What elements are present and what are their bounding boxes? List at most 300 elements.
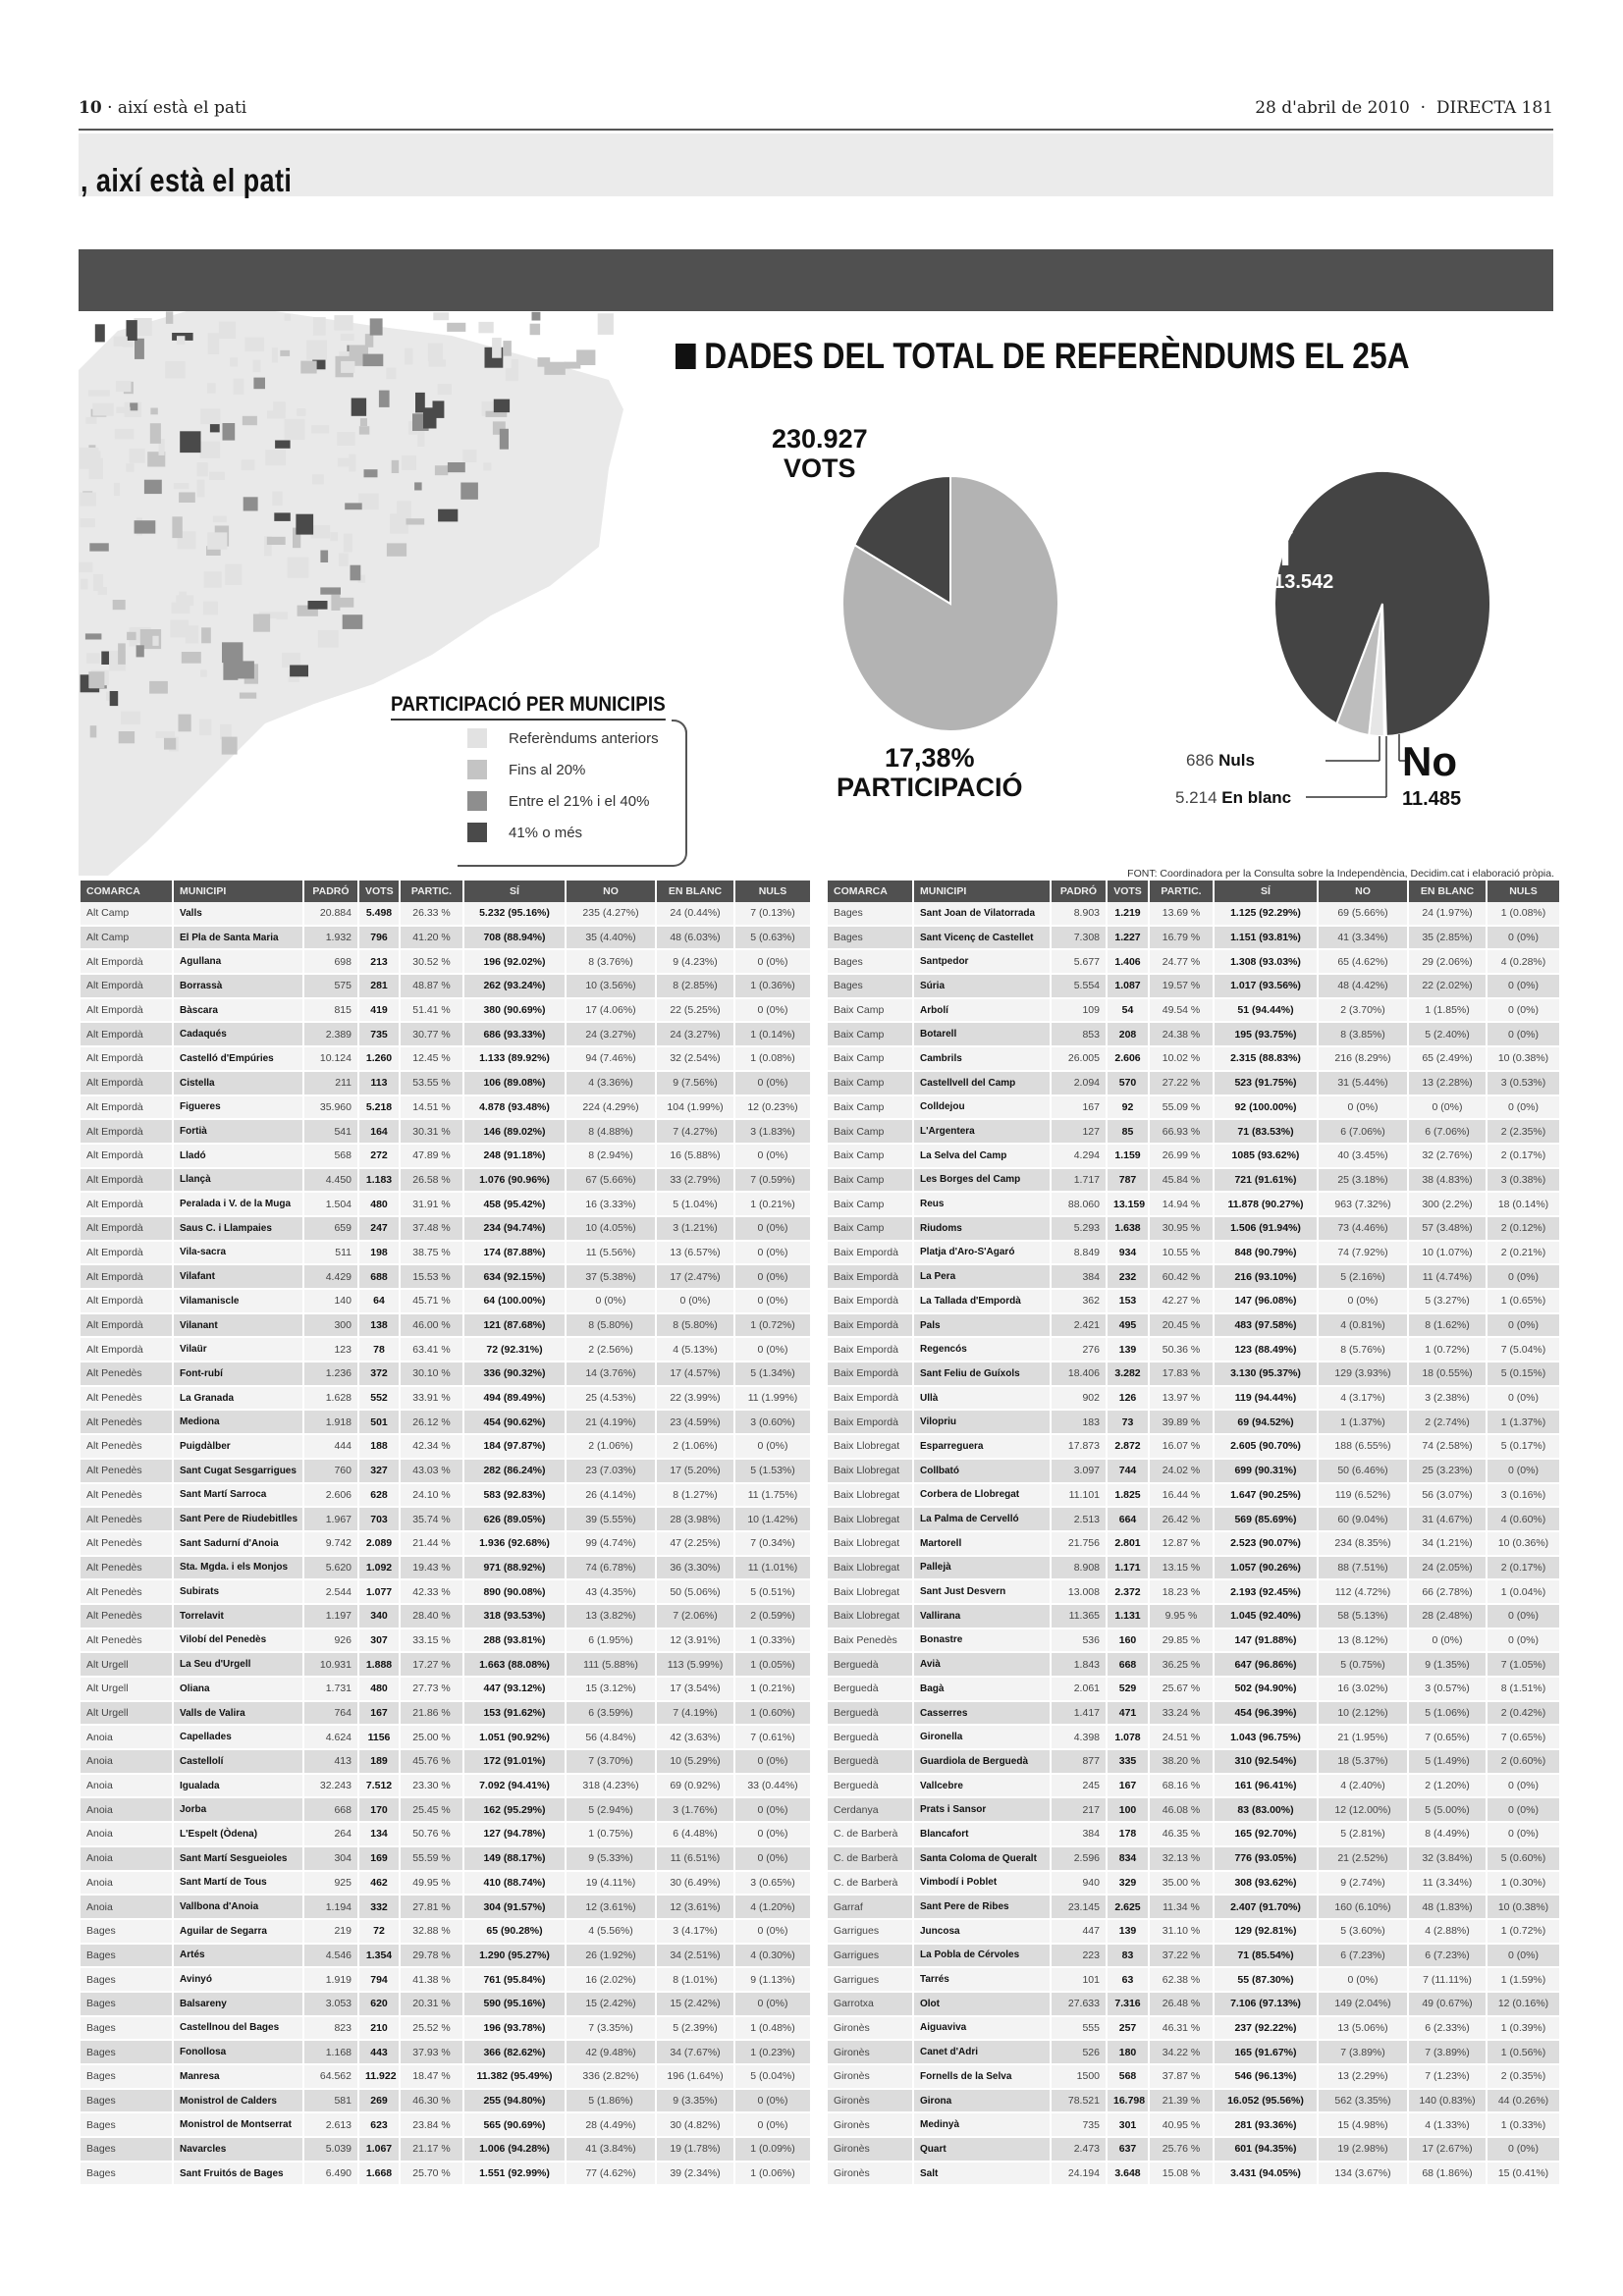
cell-partic: 27.81 % xyxy=(401,1896,464,1920)
cell-vots: 628 xyxy=(359,1484,401,1509)
cell-en-blanc: 28 (2.48%) xyxy=(1409,1605,1488,1629)
cell-en-blanc: 8 (1.27%) xyxy=(657,1484,735,1509)
cell-vots: 11.922 xyxy=(359,2065,401,2090)
cell-nuls: 2 (0.60%) xyxy=(1488,1750,1561,1775)
cell-partic: 21.86 % xyxy=(401,1702,464,1727)
cell-vots: 1.078 xyxy=(1108,1726,1150,1750)
municipality-shape xyxy=(197,462,208,476)
cell-municipi: Quart xyxy=(914,2138,1052,2163)
cell-si: 1.006 (94.28%) xyxy=(464,2138,567,2163)
cell-padro: 27.633 xyxy=(1052,1993,1108,2017)
cell-nuls: 5 (0.04%) xyxy=(735,2065,812,2090)
cell-en-blanc: 7 (3.89%) xyxy=(1409,2041,1488,2065)
cell-no: 18 (5.37%) xyxy=(1319,1750,1409,1775)
cell-municipi: Bonastre xyxy=(914,1629,1052,1654)
cell-en-blanc: 15 (2.42%) xyxy=(657,1993,735,2017)
cell-si: 583 (92.83%) xyxy=(464,1484,567,1509)
cell-en-blanc: 33 (2.79%) xyxy=(657,1169,735,1194)
municipality-shape xyxy=(280,350,290,356)
cell-municipi: Sant Martí de Tous xyxy=(174,1872,304,1896)
cell-nuls: 1 (0.05%) xyxy=(735,1653,812,1678)
cell-si: 721 (91.61%) xyxy=(1215,1169,1319,1194)
municipality-shape xyxy=(338,598,353,608)
cell-en-blanc: 104 (1.99%) xyxy=(657,1096,735,1121)
cell-padro: 902 xyxy=(1052,1387,1108,1412)
municipality-shape xyxy=(272,492,282,506)
cell-comarca: Alt Penedès xyxy=(81,1387,174,1412)
municipality-shape xyxy=(478,322,493,333)
cell-no: 2 (2.56%) xyxy=(567,1338,657,1362)
section-title: , així està el pati xyxy=(81,162,293,198)
cell-en-blanc: 6 (7.23%) xyxy=(1409,1945,1488,1969)
municipality-shape xyxy=(544,362,565,375)
cell-vots: 167 xyxy=(1108,1775,1150,1799)
cell-comarca: Garraf xyxy=(828,1896,914,1920)
cell-comarca: Bages xyxy=(81,2138,174,2163)
municipality-shape xyxy=(423,407,437,428)
cell-no: 149 (2.04%) xyxy=(1319,1993,1409,2017)
cell-si: 7.092 (94.41%) xyxy=(464,1775,567,1799)
cell-nuls: 7 (0.59%) xyxy=(735,1169,812,1194)
table-row xyxy=(828,1580,1561,1605)
cell-partic: 43.03 % xyxy=(401,1460,464,1484)
cell-padro: 1.504 xyxy=(304,1193,359,1217)
cell-partic: 25.67 % xyxy=(1150,1678,1215,1702)
table-row xyxy=(81,2113,812,2138)
municipality-shape xyxy=(177,336,185,345)
table-row xyxy=(828,1387,1561,1412)
cell-municipi: Vallbona d'Anoia xyxy=(174,1896,304,1920)
legend-swatch xyxy=(467,791,487,811)
cell-partic: 41.20 % xyxy=(401,927,464,951)
cell-partic: 53.55 % xyxy=(401,1072,464,1096)
cell-padro: 2.421 xyxy=(1052,1314,1108,1339)
cell-partic: 46.31 % xyxy=(1150,2017,1215,2042)
cell-comarca: C. de Barberà xyxy=(828,1872,914,1896)
municipality-shape xyxy=(164,738,176,750)
municipality-shape xyxy=(433,312,449,320)
column-header-si: SÍ xyxy=(464,881,567,902)
cell-comarca: Alt Empordà xyxy=(81,950,174,975)
cell-partic: 32.88 % xyxy=(401,1920,464,1945)
cell-vots: 462 xyxy=(359,1872,401,1896)
cell-vots: 1.087 xyxy=(1108,975,1150,999)
table-row xyxy=(81,1605,812,1629)
cell-nuls: 5 (1.34%) xyxy=(735,1362,812,1387)
cell-partic: 46.00 % xyxy=(401,1314,464,1339)
cell-vots: 73 xyxy=(1108,1411,1150,1435)
cell-nuls: 0 (0%) xyxy=(735,2113,812,2138)
cell-comarca: Alt Camp xyxy=(81,902,174,927)
cell-vots: 2.801 xyxy=(1108,1532,1150,1557)
cell-nuls: 1 (0.39%) xyxy=(1488,2017,1561,2042)
municipality-shape xyxy=(152,636,158,646)
cell-vots: 113 xyxy=(359,1072,401,1096)
participation-value: 17,38% xyxy=(884,743,975,773)
cell-nuls: 0 (0%) xyxy=(1488,1629,1561,1654)
cell-municipi: Gironella xyxy=(914,1726,1052,1750)
cell-padro: 1.717 xyxy=(1052,1169,1108,1194)
cell-si: 55 (87.30%) xyxy=(1215,1968,1319,1993)
cell-comarca: Bages xyxy=(828,950,914,975)
cell-vots: 164 xyxy=(359,1120,401,1145)
cell-nuls: 0 (0%) xyxy=(1488,1605,1561,1629)
municipality-shape xyxy=(343,614,363,629)
cell-municipi: Sant Pere de Riudebitlles xyxy=(174,1508,304,1532)
municipality-shape xyxy=(116,407,130,413)
cell-nuls: 0 (0%) xyxy=(1488,2138,1561,2163)
table-row xyxy=(828,1920,1561,1945)
municipality-shape xyxy=(392,460,400,473)
cell-si: 1.125 (92.29%) xyxy=(1215,902,1319,927)
cell-vots: 198 xyxy=(359,1242,401,1266)
cell-padro: 10.931 xyxy=(304,1653,359,1678)
cell-no: 77 (4.62%) xyxy=(567,2163,657,2187)
cell-municipi: Canet d'Adri xyxy=(914,2041,1052,2065)
cell-no: 13 (3.82%) xyxy=(567,1605,657,1629)
cell-partic: 33.15 % xyxy=(401,1629,464,1654)
cell-nuls: 4 (0.60%) xyxy=(1488,1508,1561,1532)
cell-no: 58 (5.13%) xyxy=(1319,1605,1409,1629)
cell-partic: 21.44 % xyxy=(401,1532,464,1557)
cell-nuls: 0 (0%) xyxy=(1488,1823,1561,1847)
cell-nuls: 33 (0.44%) xyxy=(735,1775,812,1799)
cell-nuls: 5 (0.15%) xyxy=(1488,1362,1561,1387)
cell-si: 248 (91.18%) xyxy=(464,1145,567,1169)
cell-en-blanc: 3 (4.17%) xyxy=(657,1920,735,1945)
cell-si: 165 (91.67%) xyxy=(1215,2041,1319,2065)
cell-nuls: 1 (1.37%) xyxy=(1488,1411,1561,1435)
cell-si: 1085 (93.62%) xyxy=(1215,1145,1319,1169)
cell-municipi: Olot xyxy=(914,1993,1052,2017)
cell-municipi: Castellolí xyxy=(174,1750,304,1775)
cell-municipi: Santpedor xyxy=(914,950,1052,975)
cell-si: 318 (93.53%) xyxy=(464,1605,567,1629)
cell-no: 41 (3.84%) xyxy=(567,2138,657,2163)
cell-si: 1.151 (93.81%) xyxy=(1215,927,1319,951)
cell-en-blanc: 3 (0.57%) xyxy=(1409,1678,1488,1702)
cell-municipi: L'Argentera xyxy=(914,1120,1052,1145)
cell-padro: 1.197 xyxy=(304,1605,359,1629)
municipality-shape xyxy=(274,512,291,521)
municipality-shape xyxy=(130,402,137,410)
municipality-shape xyxy=(500,429,509,450)
cell-comarca: Baix Camp xyxy=(828,1193,914,1217)
cell-en-blanc: 34 (2.51%) xyxy=(657,1945,735,1969)
cell-en-blanc: 12 (3.61%) xyxy=(657,1896,735,1920)
cell-en-blanc: 5 (3.27%) xyxy=(1409,1290,1488,1314)
cell-vots: 623 xyxy=(359,2113,401,2138)
cell-si: 410 (88.74%) xyxy=(464,1872,567,1896)
cell-partic: 17.27 % xyxy=(401,1653,464,1678)
municipality-shape xyxy=(265,450,286,465)
table-row xyxy=(81,1072,812,1096)
cell-vots: 272 xyxy=(359,1145,401,1169)
cell-no: 6 (1.95%) xyxy=(567,1629,657,1654)
cell-municipi: Vimbodí i Poblet xyxy=(914,1872,1052,1896)
cell-nuls: 7 (0.61%) xyxy=(735,1726,812,1750)
cell-padro: 2.606 xyxy=(304,1484,359,1509)
cell-partic: 51.41 % xyxy=(401,999,464,1024)
municipality-shape xyxy=(338,458,354,467)
cell-nuls: 0 (0%) xyxy=(735,1920,812,1945)
cell-en-blanc: 68 (1.86%) xyxy=(1409,2163,1488,2187)
table-row xyxy=(828,902,1561,927)
cell-nuls: 0 (0%) xyxy=(735,1993,812,2017)
table-row xyxy=(81,1242,812,1266)
cell-nuls: 3 (0.65%) xyxy=(735,1872,812,1896)
cell-partic: 31.10 % xyxy=(1150,1920,1215,1945)
cell-municipi: Sant Just Desvern xyxy=(914,1580,1052,1605)
cell-en-blanc: 5 (5.00%) xyxy=(1409,1798,1488,1823)
cell-nuls: 7 (1.05%) xyxy=(1488,1653,1561,1678)
municipality-shape xyxy=(223,659,238,679)
cell-partic: 42.34 % xyxy=(401,1435,464,1460)
municipality-shape xyxy=(494,400,510,413)
cell-partic: 55.09 % xyxy=(1150,1096,1215,1121)
cell-municipi: Corbera de Llobregat xyxy=(914,1484,1052,1509)
cell-vots: 329 xyxy=(1108,1872,1150,1896)
cell-no: 9 (2.74%) xyxy=(1319,1872,1409,1896)
cell-comarca: Berguedà xyxy=(828,1775,914,1799)
cell-municipi: Medinyà xyxy=(914,2113,1052,2138)
cell-en-blanc: 22 (2.02%) xyxy=(1409,975,1488,999)
cell-en-blanc: 2 (2.74%) xyxy=(1409,1411,1488,1435)
municipality-shape xyxy=(244,338,264,351)
cell-vots: 85 xyxy=(1108,1120,1150,1145)
cell-municipi: Vallcebre xyxy=(914,1775,1052,1799)
cell-nuls: 1 (0.21%) xyxy=(735,1193,812,1217)
cell-padro: 219 xyxy=(304,1920,359,1945)
municipality-shape xyxy=(435,465,448,475)
cell-comarca: Baix Llobregat xyxy=(828,1460,914,1484)
cell-en-blanc: 17 (3.54%) xyxy=(657,1678,735,1702)
cell-partic: 29.85 % xyxy=(1150,1629,1215,1654)
cell-no: 21 (2.52%) xyxy=(1319,1847,1409,1872)
cell-nuls: 0 (0%) xyxy=(735,1145,812,1169)
null-label xyxy=(1186,751,1255,771)
column-header-no: NO xyxy=(1319,881,1409,902)
cell-no: 562 (3.35%) xyxy=(1319,2090,1409,2114)
cell-municipi: Arbolí xyxy=(914,999,1052,1024)
cell-padro: 926 xyxy=(304,1629,359,1654)
cell-vots: 796 xyxy=(359,927,401,951)
cell-partic: 30.31 % xyxy=(401,1120,464,1145)
cell-partic: 42.27 % xyxy=(1150,1290,1215,1314)
cell-nuls: 0 (0%) xyxy=(735,1750,812,1775)
municipality-shape xyxy=(121,712,140,725)
municipality-shape xyxy=(95,324,105,342)
cell-en-blanc: 8 (5.80%) xyxy=(657,1314,735,1339)
cell-no: 99 (4.74%) xyxy=(567,1532,657,1557)
cell-no: 26 (4.14%) xyxy=(567,1484,657,1509)
cell-comarca: Gironès xyxy=(828,2065,914,2090)
cell-no: 67 (5.66%) xyxy=(567,1169,657,1194)
cell-nuls: 1 (0.36%) xyxy=(735,975,812,999)
column-header-municipi: MUNICIPI xyxy=(174,881,304,902)
table-row xyxy=(828,1557,1561,1581)
cell-comarca: Baix Camp xyxy=(828,1047,914,1072)
cell-comarca: Alt Empordà xyxy=(81,1217,174,1242)
table-row xyxy=(828,1290,1561,1314)
cell-comarca: Bages xyxy=(81,2113,174,2138)
cell-municipi: Sant Vicenç de Castellet xyxy=(914,927,1052,951)
table-row xyxy=(81,2138,812,2163)
cell-nuls: 10 (0.36%) xyxy=(1488,1532,1561,1557)
municipality-shape xyxy=(208,333,220,354)
table-row xyxy=(828,950,1561,975)
cell-nuls: 4 (0.30%) xyxy=(735,1945,812,1969)
municipality-shape xyxy=(312,474,324,484)
cell-no: 42 (9.48%) xyxy=(567,2041,657,2065)
cell-si: 848 (90.79%) xyxy=(1215,1242,1319,1266)
municipality-shape xyxy=(288,558,309,578)
cell-partic: 33.91 % xyxy=(401,1387,464,1412)
column-header-comarca: COMARCA xyxy=(81,881,174,902)
cell-nuls: 7 (0.34%) xyxy=(735,1532,812,1557)
cell-padro: 140 xyxy=(304,1290,359,1314)
column-header-vots: VOTS xyxy=(1108,881,1150,902)
table-row xyxy=(828,1678,1561,1702)
cell-municipi: Oliana xyxy=(174,1678,304,1702)
cell-vots: 1.638 xyxy=(1108,1217,1150,1242)
cell-vots: 335 xyxy=(1108,1750,1150,1775)
cell-comarca: Alt Penedès xyxy=(81,1532,174,1557)
cell-comarca: C. de Barberà xyxy=(828,1847,914,1872)
column-header-en-blanc: EN BLANC xyxy=(657,881,735,902)
cell-en-blanc: 48 (1.83%) xyxy=(1409,1896,1488,1920)
cell-si: 3.130 (95.37%) xyxy=(1215,1362,1319,1387)
municipality-shape xyxy=(272,347,278,362)
cell-nuls: 11 (1.01%) xyxy=(735,1557,812,1581)
table-row xyxy=(828,1484,1561,1509)
cell-si: 11.878 (90.27%) xyxy=(1215,1193,1319,1217)
table-row xyxy=(81,999,812,1024)
cell-vots: 169 xyxy=(359,1847,401,1872)
cell-no: 188 (6.55%) xyxy=(1319,1435,1409,1460)
cell-si: 149 (88.17%) xyxy=(464,1847,567,1872)
cell-partic: 37.22 % xyxy=(1150,1945,1215,1969)
cell-municipi: Torrelavit xyxy=(174,1605,304,1629)
cell-no: 31 (5.44%) xyxy=(1319,1072,1409,1096)
table-row xyxy=(81,1798,812,1823)
cell-partic: 20.31 % xyxy=(401,1993,464,2017)
cell-vots: 2.372 xyxy=(1108,1580,1150,1605)
cell-padro: 2.513 xyxy=(1052,1508,1108,1532)
cell-padro: 1.628 xyxy=(304,1387,359,1412)
cell-comarca: Garrotxa xyxy=(828,1993,914,2017)
municipality-shape xyxy=(387,543,406,556)
cell-comarca: Bages xyxy=(828,975,914,999)
cell-vots: 1156 xyxy=(359,1726,401,1750)
cell-comarca: Baix Llobregat xyxy=(828,1557,914,1581)
cell-no: 224 (4.29%) xyxy=(567,1096,657,1121)
cell-en-blanc: 5 (1.06%) xyxy=(1409,1702,1488,1727)
cell-comarca: Alt Penedès xyxy=(81,1411,174,1435)
municipality-shape xyxy=(200,442,221,458)
cell-no: 10 (2.12%) xyxy=(1319,1702,1409,1727)
cell-no: 28 (4.49%) xyxy=(567,2113,657,2138)
cell-comarca: Baix Penedès xyxy=(828,1629,914,1654)
cell-municipi: Blancafort xyxy=(914,1823,1052,1847)
cell-vots: 92 xyxy=(1108,1096,1150,1121)
cell-vots: 160 xyxy=(1108,1629,1150,1654)
cell-padro: 11.365 xyxy=(1052,1605,1108,1629)
cell-si: 761 (95.84%) xyxy=(464,1968,567,1993)
cell-en-blanc: 42 (3.63%) xyxy=(657,1726,735,1750)
cell-municipi: Esparreguera xyxy=(914,1435,1052,1460)
municipality-shape xyxy=(81,579,87,590)
cell-en-blanc: 7 (4.27%) xyxy=(657,1120,735,1145)
cell-comarca: Anoia xyxy=(81,1750,174,1775)
cell-no: 235 (4.27%) xyxy=(567,902,657,927)
cell-comarca: Baix Empordà xyxy=(828,1411,914,1435)
municipality-shape xyxy=(339,554,349,566)
municipality-shape xyxy=(313,317,326,336)
cell-en-blanc: 25 (3.23%) xyxy=(1409,1460,1488,1484)
cell-vots: 1.131 xyxy=(1108,1605,1150,1629)
municipality-shape xyxy=(209,472,225,480)
table-row xyxy=(81,2041,812,2065)
municipality-shape xyxy=(503,341,512,356)
cell-no: 6 (3.59%) xyxy=(567,1702,657,1727)
cell-padro: 78.521 xyxy=(1052,2090,1108,2114)
cell-si: 1.290 (95.27%) xyxy=(464,1945,567,1969)
municipality-shape xyxy=(234,379,244,395)
publication-name: DIRECTA 181 xyxy=(1435,98,1553,118)
municipality-shape xyxy=(207,383,216,393)
cell-en-blanc: 16 (5.88%) xyxy=(657,1145,735,1169)
cell-si: 546 (96.13%) xyxy=(1215,2065,1319,2090)
cell-no: 8 (5.76%) xyxy=(1319,1338,1409,1362)
municipality-shape xyxy=(223,423,236,441)
cell-vots: 139 xyxy=(1108,1920,1150,1945)
cell-en-blanc: 5 (2.39%) xyxy=(657,2017,735,2042)
cell-municipi: Riudoms xyxy=(914,1217,1052,1242)
cell-no: 5 (1.86%) xyxy=(567,2090,657,2114)
cell-comarca: Alt Penedès xyxy=(81,1605,174,1629)
cell-padro: 925 xyxy=(304,1872,359,1896)
cell-no: 134 (3.67%) xyxy=(1319,2163,1409,2187)
cell-nuls: 2 (0.12%) xyxy=(1488,1217,1561,1242)
municipality-shape xyxy=(320,587,341,594)
cell-si: 708 (88.94%) xyxy=(464,927,567,951)
cell-partic: 23.30 % xyxy=(401,1775,464,1799)
cell-no: 2 (3.70%) xyxy=(1319,999,1409,1024)
table-row xyxy=(81,1217,812,1242)
cell-no: 56 (4.84%) xyxy=(567,1726,657,1750)
table-row xyxy=(828,1702,1561,1727)
cell-vots: 529 xyxy=(1108,1678,1150,1702)
cell-nuls: 0 (0%) xyxy=(1488,1775,1561,1799)
cell-municipi: Saus C. i Llampaies xyxy=(174,1217,304,1242)
table-row xyxy=(81,1265,812,1290)
cell-si: 454 (90.62%) xyxy=(464,1411,567,1435)
cell-en-blanc: 8 (4.49%) xyxy=(1409,1823,1488,1847)
cell-nuls: 5 (0.60%) xyxy=(1488,1847,1561,1872)
cell-en-blanc: 11 (3.34%) xyxy=(1409,1872,1488,1896)
cell-nuls: 0 (0%) xyxy=(735,1242,812,1266)
cell-si: 262 (93.24%) xyxy=(464,975,567,999)
municipality-shape xyxy=(242,459,255,470)
cell-municipi: Vilafant xyxy=(174,1265,304,1290)
cell-partic: 47.89 % xyxy=(401,1145,464,1169)
cell-vots: 1.825 xyxy=(1108,1484,1150,1509)
column-header-partic: PARTIC. xyxy=(1150,881,1215,902)
cell-en-blanc: 1 (1.85%) xyxy=(1409,999,1488,1024)
cell-en-blanc: 6 (4.48%) xyxy=(657,1823,735,1847)
cell-nuls: 1 (0.06%) xyxy=(735,2163,812,2187)
